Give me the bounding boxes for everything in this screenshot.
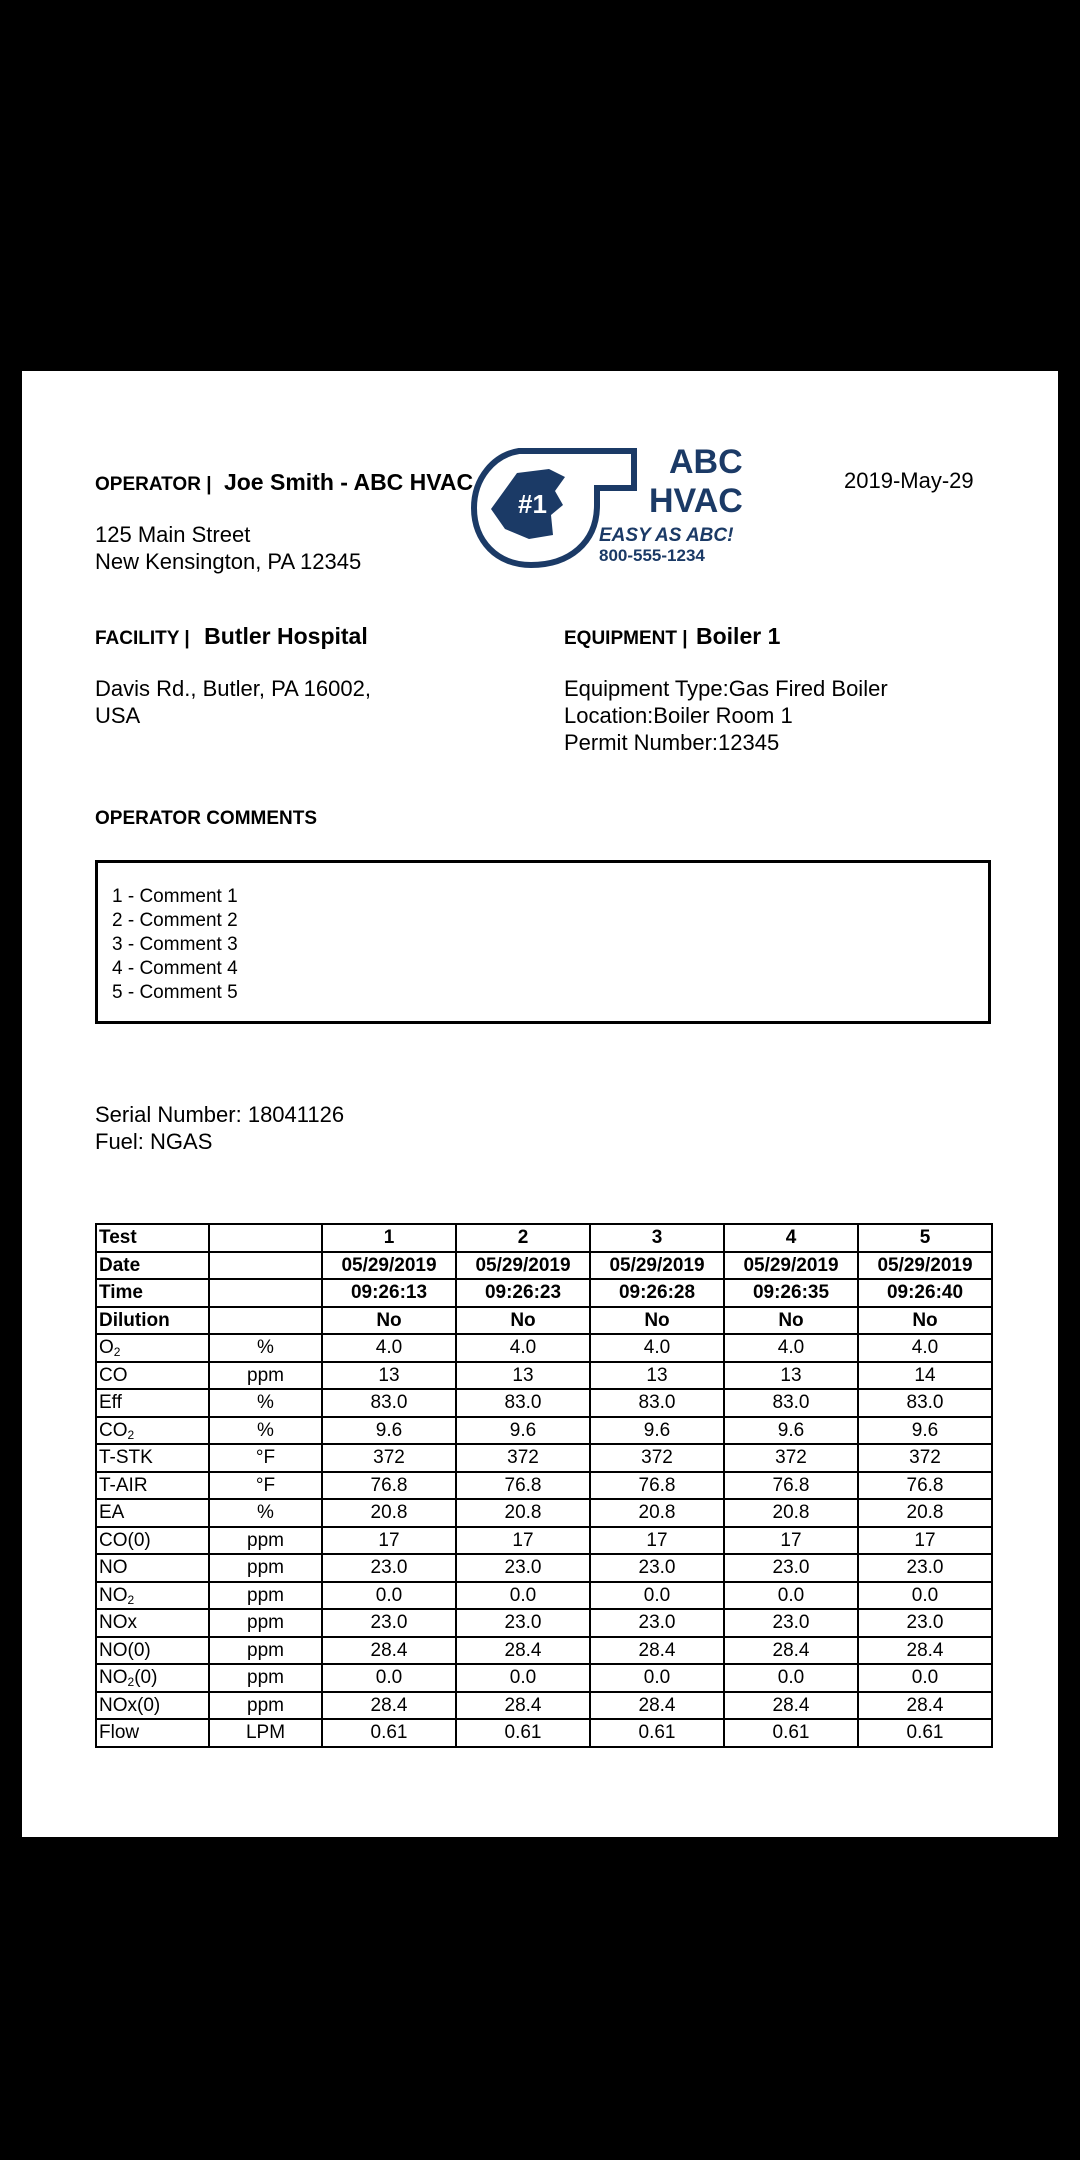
parameter-subscript: 2 bbox=[113, 1345, 121, 1360]
value-cell: 83.0 bbox=[724, 1389, 858, 1417]
parameter-name: NOx bbox=[99, 1612, 137, 1634]
value-cell: 28.4 bbox=[322, 1637, 456, 1665]
table-header-row bbox=[96, 1307, 992, 1335]
facility-address-line1: Davis Rd., Butler, PA 16002, bbox=[95, 676, 371, 701]
table-cell: 09:26:13 bbox=[322, 1279, 456, 1307]
table-row bbox=[96, 1472, 992, 1500]
value-cell: 20.8 bbox=[590, 1499, 724, 1527]
comment-item: 2 - Comment 2 bbox=[112, 910, 238, 931]
table-cell: 1 bbox=[322, 1224, 456, 1252]
table-row bbox=[96, 1334, 992, 1362]
equipment-type: Equipment Type:Gas Fired Boiler bbox=[564, 676, 888, 701]
value-cell: 0.61 bbox=[322, 1719, 456, 1747]
value-cell: 23.0 bbox=[322, 1609, 456, 1637]
table-cell: Time bbox=[96, 1279, 209, 1307]
value-cell: 76.8 bbox=[590, 1472, 724, 1500]
table-cell: No bbox=[590, 1307, 724, 1335]
table-cell: 09:26:40 bbox=[858, 1279, 992, 1307]
table-row bbox=[96, 1417, 992, 1445]
table-header-row bbox=[96, 1279, 992, 1307]
fuel-type: Fuel: NGAS bbox=[95, 1129, 213, 1154]
parameter-cell bbox=[96, 1527, 209, 1555]
equipment-name: Boiler 1 bbox=[696, 623, 781, 649]
value-cell: 28.4 bbox=[456, 1637, 590, 1665]
value-cell: 4.0 bbox=[858, 1334, 992, 1362]
company-logo bbox=[469, 443, 759, 573]
unit-cell: % bbox=[209, 1334, 322, 1362]
value-cell: 23.0 bbox=[456, 1609, 590, 1637]
value-cell: 0.0 bbox=[590, 1664, 724, 1692]
value-cell: 83.0 bbox=[590, 1389, 724, 1417]
table-cell bbox=[209, 1252, 322, 1280]
unit-cell: ppm bbox=[209, 1609, 322, 1637]
table-row bbox=[96, 1582, 992, 1610]
value-cell: 17 bbox=[858, 1527, 992, 1555]
table-row bbox=[96, 1609, 992, 1637]
logo-badge: #1 bbox=[518, 489, 547, 519]
parameter-name: CO(0) bbox=[99, 1529, 151, 1551]
value-cell: 76.8 bbox=[322, 1472, 456, 1500]
parameter-name: NO bbox=[99, 1667, 128, 1689]
parameter-suffix: (0) bbox=[134, 1667, 158, 1689]
table-cell bbox=[209, 1279, 322, 1307]
value-cell: 0.0 bbox=[456, 1664, 590, 1692]
value-cell: 28.4 bbox=[858, 1637, 992, 1665]
value-cell: 28.4 bbox=[724, 1637, 858, 1665]
table-cell bbox=[209, 1224, 322, 1252]
value-cell: 0.61 bbox=[858, 1719, 992, 1747]
unit-cell: LPM bbox=[209, 1719, 322, 1747]
table-row bbox=[96, 1692, 992, 1720]
value-cell: 17 bbox=[456, 1527, 590, 1555]
operator-address-line1: 125 Main Street bbox=[95, 522, 251, 547]
value-cell: 28.4 bbox=[858, 1692, 992, 1720]
table-cell: Date bbox=[96, 1252, 209, 1280]
table-cell: 3 bbox=[590, 1224, 724, 1252]
value-cell: 13 bbox=[590, 1362, 724, 1390]
table-row bbox=[96, 1527, 992, 1555]
unit-cell: % bbox=[209, 1389, 322, 1417]
table-cell: No bbox=[456, 1307, 590, 1335]
comment-item: 3 - Comment 3 bbox=[112, 934, 238, 955]
unit-cell: ppm bbox=[209, 1554, 322, 1582]
table-row bbox=[96, 1554, 992, 1582]
value-cell: 20.8 bbox=[322, 1499, 456, 1527]
table-cell bbox=[209, 1307, 322, 1335]
value-cell: 23.0 bbox=[724, 1554, 858, 1582]
value-cell: 372 bbox=[724, 1444, 858, 1472]
comments-box bbox=[95, 860, 991, 1024]
value-cell: 17 bbox=[724, 1527, 858, 1555]
unit-cell: ppm bbox=[209, 1582, 322, 1610]
parameter-cell bbox=[96, 1719, 209, 1747]
table-row bbox=[96, 1637, 992, 1665]
parameter-subscript: 2 bbox=[127, 1427, 135, 1442]
parameter-name: EA bbox=[99, 1502, 125, 1524]
unit-cell: % bbox=[209, 1499, 322, 1527]
table-cell: 4 bbox=[724, 1224, 858, 1252]
value-cell: 23.0 bbox=[858, 1609, 992, 1637]
facility-name: Butler Hospital bbox=[204, 623, 368, 649]
parameter-subscript: 2 bbox=[127, 1592, 135, 1607]
value-cell: 23.0 bbox=[858, 1554, 992, 1582]
value-cell: 76.8 bbox=[456, 1472, 590, 1500]
value-cell: 17 bbox=[590, 1527, 724, 1555]
value-cell: 372 bbox=[858, 1444, 992, 1472]
parameter-name: T-AIR bbox=[99, 1474, 148, 1496]
facility-header bbox=[95, 623, 368, 650]
value-cell: 0.0 bbox=[858, 1582, 992, 1610]
facility-label: FACILITY | bbox=[95, 628, 190, 649]
value-cell: 20.8 bbox=[858, 1499, 992, 1527]
unit-cell: ppm bbox=[209, 1637, 322, 1665]
value-cell: 4.0 bbox=[322, 1334, 456, 1362]
value-cell: 0.0 bbox=[724, 1582, 858, 1610]
table-cell: No bbox=[322, 1307, 456, 1335]
table-row bbox=[96, 1499, 992, 1527]
table-row bbox=[96, 1719, 992, 1747]
logo-phone: 800-555-1234 bbox=[599, 546, 705, 565]
value-cell: 76.8 bbox=[724, 1472, 858, 1500]
parameter-cell bbox=[96, 1389, 209, 1417]
value-cell: 4.0 bbox=[590, 1334, 724, 1362]
value-cell: 20.8 bbox=[456, 1499, 590, 1527]
value-cell: 83.0 bbox=[858, 1389, 992, 1417]
value-cell: 0.61 bbox=[590, 1719, 724, 1747]
logo-line2: HVAC bbox=[649, 482, 743, 520]
value-cell: 0.61 bbox=[456, 1719, 590, 1747]
parameter-cell bbox=[96, 1499, 209, 1527]
operator-header bbox=[95, 469, 473, 496]
value-cell: 23.0 bbox=[590, 1609, 724, 1637]
table-cell: 09:26:35 bbox=[724, 1279, 858, 1307]
equipment-header bbox=[564, 623, 780, 650]
value-cell: 83.0 bbox=[456, 1389, 590, 1417]
value-cell: 9.6 bbox=[590, 1417, 724, 1445]
comment-item: 1 - Comment 1 bbox=[112, 886, 238, 907]
parameter-cell bbox=[96, 1362, 209, 1390]
value-cell: 0.0 bbox=[724, 1664, 858, 1692]
parameter-name: T-STK bbox=[99, 1447, 153, 1469]
unit-cell: ppm bbox=[209, 1527, 322, 1555]
value-cell: 28.4 bbox=[322, 1692, 456, 1720]
value-cell: 20.8 bbox=[724, 1499, 858, 1527]
value-cell: 23.0 bbox=[322, 1554, 456, 1582]
parameter-name: Flow bbox=[99, 1722, 140, 1744]
value-cell: 4.0 bbox=[724, 1334, 858, 1362]
value-cell: 23.0 bbox=[590, 1554, 724, 1582]
table-cell: 09:26:23 bbox=[456, 1279, 590, 1307]
table-row bbox=[96, 1362, 992, 1390]
unit-cell: % bbox=[209, 1417, 322, 1445]
parameter-cell bbox=[96, 1472, 209, 1500]
unit-cell: ppm bbox=[209, 1362, 322, 1390]
parameter-cell bbox=[96, 1609, 209, 1637]
parameter-cell bbox=[96, 1664, 209, 1692]
value-cell: 13 bbox=[456, 1362, 590, 1390]
facility-address-line2: USA bbox=[95, 703, 141, 728]
value-cell: 9.6 bbox=[322, 1417, 456, 1445]
table-cell: 05/29/2019 bbox=[456, 1252, 590, 1280]
value-cell: 83.0 bbox=[322, 1389, 456, 1417]
parameter-name: NO bbox=[99, 1584, 128, 1606]
report-date: 2019-May-29 bbox=[844, 468, 974, 493]
value-cell: 372 bbox=[456, 1444, 590, 1472]
value-cell: 0.0 bbox=[456, 1582, 590, 1610]
table-cell: Test bbox=[96, 1224, 209, 1252]
parameter-cell bbox=[96, 1637, 209, 1665]
value-cell: 13 bbox=[322, 1362, 456, 1390]
unit-cell: °F bbox=[209, 1444, 322, 1472]
table-cell: 05/29/2019 bbox=[322, 1252, 456, 1280]
equipment-label: EQUIPMENT | bbox=[564, 628, 688, 649]
table-cell: Dilution bbox=[96, 1307, 209, 1335]
unit-cell: °F bbox=[209, 1472, 322, 1500]
parameter-name: Eff bbox=[99, 1392, 122, 1414]
value-cell: 9.6 bbox=[456, 1417, 590, 1445]
logo-line1: ABC bbox=[669, 443, 743, 481]
value-cell: 28.4 bbox=[456, 1692, 590, 1720]
value-cell: 17 bbox=[322, 1527, 456, 1555]
table-cell: No bbox=[858, 1307, 992, 1335]
equipment-location: Location:Boiler Room 1 bbox=[564, 703, 793, 728]
parameter-cell bbox=[96, 1334, 209, 1362]
comment-item: 4 - Comment 4 bbox=[112, 958, 238, 979]
parameter-cell bbox=[96, 1582, 209, 1610]
parameter-cell bbox=[96, 1417, 209, 1445]
table-header-row bbox=[96, 1252, 992, 1280]
value-cell: 23.0 bbox=[724, 1609, 858, 1637]
value-cell: 0.0 bbox=[590, 1582, 724, 1610]
table-header-row bbox=[96, 1224, 992, 1252]
comment-item: 5 - Comment 5 bbox=[112, 982, 238, 1003]
table-cell: 05/29/2019 bbox=[858, 1252, 992, 1280]
operator-address-line2: New Kensington, PA 12345 bbox=[95, 549, 362, 574]
value-cell: 28.4 bbox=[724, 1692, 858, 1720]
value-cell: 28.4 bbox=[590, 1637, 724, 1665]
value-cell: 9.6 bbox=[724, 1417, 858, 1445]
value-cell: 372 bbox=[322, 1444, 456, 1472]
table-cell: 05/29/2019 bbox=[590, 1252, 724, 1280]
value-cell: 23.0 bbox=[456, 1554, 590, 1582]
value-cell: 9.6 bbox=[858, 1417, 992, 1445]
equipment-permit: Permit Number:12345 bbox=[564, 730, 780, 755]
table-row bbox=[96, 1664, 992, 1692]
report-page bbox=[22, 371, 1058, 1837]
test-results-table bbox=[95, 1223, 993, 1748]
operator-name: Joe Smith - ABC HVAC bbox=[223, 469, 474, 495]
value-cell: 0.0 bbox=[858, 1664, 992, 1692]
parameter-name: O bbox=[99, 1337, 114, 1359]
table-row bbox=[96, 1444, 992, 1472]
serial-number: Serial Number: 18041126 bbox=[95, 1102, 345, 1127]
value-cell: 0.0 bbox=[322, 1664, 456, 1692]
unit-cell: ppm bbox=[209, 1664, 322, 1692]
value-cell: 0.0 bbox=[322, 1582, 456, 1610]
comments-label: OPERATOR COMMENTS bbox=[95, 808, 318, 829]
value-cell: 4.0 bbox=[456, 1334, 590, 1362]
table-row bbox=[96, 1389, 992, 1417]
value-cell: 14 bbox=[858, 1362, 992, 1390]
parameter-name: CO bbox=[99, 1364, 128, 1386]
parameter-cell bbox=[96, 1444, 209, 1472]
value-cell: 28.4 bbox=[590, 1692, 724, 1720]
table-cell: 5 bbox=[858, 1224, 992, 1252]
table-cell: 09:26:28 bbox=[590, 1279, 724, 1307]
table-cell: No bbox=[724, 1307, 858, 1335]
parameter-name: NO bbox=[99, 1557, 128, 1579]
logo-tagline: EASY AS ABC! bbox=[599, 525, 734, 546]
parameter-cell bbox=[96, 1692, 209, 1720]
value-cell: 13 bbox=[724, 1362, 858, 1390]
value-cell: 76.8 bbox=[858, 1472, 992, 1500]
table-cell: 05/29/2019 bbox=[724, 1252, 858, 1280]
parameter-cell bbox=[96, 1554, 209, 1582]
value-cell: 0.61 bbox=[724, 1719, 858, 1747]
parameter-name: NO(0) bbox=[99, 1639, 151, 1661]
table-cell: 2 bbox=[456, 1224, 590, 1252]
value-cell: 372 bbox=[590, 1444, 724, 1472]
unit-cell: ppm bbox=[209, 1692, 322, 1720]
operator-label: OPERATOR | bbox=[95, 474, 212, 495]
parameter-subscript: 2 bbox=[127, 1675, 135, 1690]
parameter-name: NOx(0) bbox=[99, 1694, 161, 1716]
parameter-name: CO bbox=[99, 1419, 128, 1441]
